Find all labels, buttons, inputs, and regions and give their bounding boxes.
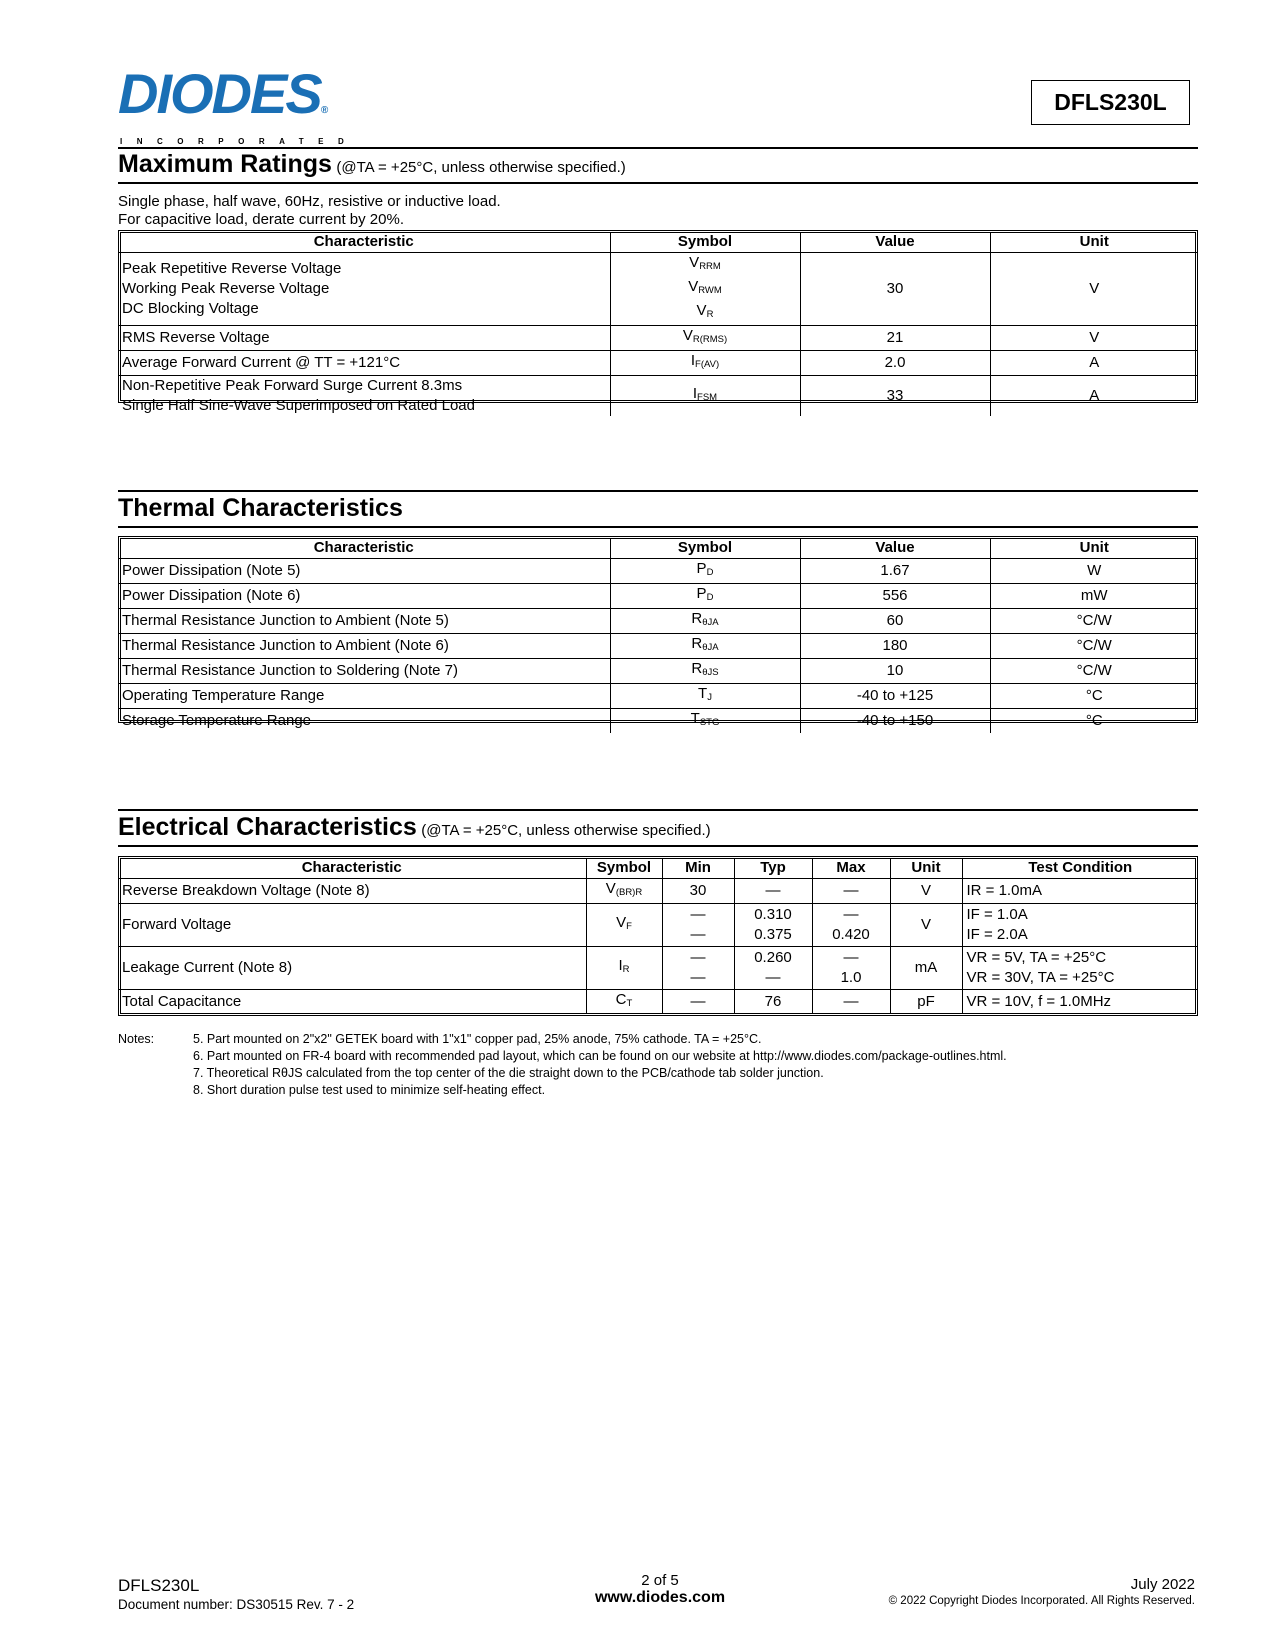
unit-cell: V	[1089, 329, 1100, 346]
col-header-symbol: Symbol	[610, 538, 800, 559]
typ-cell: 0.310 0.375	[734, 904, 812, 947]
characteristic-cell	[118, 376, 610, 417]
symbol: $V_R$	[696, 302, 714, 320]
table-header-row	[118, 232, 1198, 253]
col-header-characteristic: Characteristic	[118, 538, 610, 559]
characteristic-cell: Total Capacitance	[118, 990, 586, 1015]
col-header-max: Max	[812, 858, 890, 879]
characteristic-text: Working Peak Reverse Voltage	[122, 280, 330, 297]
value-cell: 2.0	[800, 351, 990, 376]
characteristic-cell: Thermal Resistance Junction to Ambient (Note 6)	[118, 634, 610, 659]
unit-cell: °C	[1085, 687, 1103, 704]
col-header-unit: Unit	[1079, 539, 1109, 556]
typ-cell: —	[734, 879, 812, 904]
value-cell: 556	[800, 584, 990, 609]
unit-cell: °C	[1085, 712, 1103, 729]
max-cell: — 1.0	[812, 947, 890, 990]
table-row	[118, 584, 1198, 609]
symbol-cell: $T_{STG}$	[610, 709, 800, 734]
characteristic-text: Single Half Sine-Wave Superimposed on Rated Load	[122, 397, 475, 414]
condition-cell: VR = 5V, TA = +25°C VR = 30V, TA = +25°C	[966, 949, 1115, 986]
unit-cell: °C/W	[1076, 662, 1112, 679]
notes-list	[193, 1031, 1203, 1099]
unit-cell: V	[890, 904, 962, 947]
min-cell: —	[662, 990, 734, 1015]
value-cell: -40 to +125	[800, 684, 990, 709]
table-header-row	[118, 858, 1198, 879]
table-row	[118, 634, 1198, 659]
symbol-cell: $R_{\theta JS}$	[610, 659, 800, 684]
value-cell: 1.67	[800, 559, 990, 584]
characteristic-text: Peak Repetitive Reverse Voltage	[122, 260, 342, 277]
characteristic-cell: RMS Reverse Voltage	[118, 326, 610, 351]
characteristic-cell: Thermal Resistance Junction to Ambient (Note 5)	[118, 609, 610, 634]
col-header-test-condition: Test Condition	[1028, 859, 1133, 876]
max-ratings-notes	[118, 193, 501, 229]
characteristic-cell: Thermal Resistance Junction to Soldering (Note 7)	[118, 659, 610, 684]
logo-registered: ®	[320, 105, 327, 116]
page-number: 2 of 5	[641, 1572, 679, 1589]
condition-cell: IF = 1.0A IF = 2.0A	[966, 906, 1028, 943]
symbol-cell: $C_T$	[586, 990, 662, 1015]
notes-label: Notes:	[118, 1032, 155, 1046]
section-rule	[118, 809, 1198, 811]
table-row	[118, 351, 1198, 376]
symbol-cell: $I_R$	[586, 947, 662, 990]
value-cell: 21	[800, 326, 990, 351]
note-item: 6. Part mounted on FR-4 board with recommended pad layout, which can be found on our website at http://www.diodes.com/package-outlines.html.	[193, 1049, 1007, 1063]
typ-cell: 0.260 —	[734, 947, 812, 990]
symbol-cell: $I_{FSM}$	[610, 376, 800, 417]
unit-cell: A	[1089, 387, 1100, 404]
col-header-unit: Unit	[1079, 233, 1109, 250]
electrical-subtitle: (@TA = +25°C, unless otherwise specified.)	[421, 822, 711, 839]
thermal-heading	[118, 494, 1198, 523]
max-ratings-table	[118, 232, 1198, 416]
footer-left	[118, 1576, 354, 1612]
table-row	[118, 990, 1198, 1015]
table-header-row	[118, 538, 1198, 559]
unit-cell: °C/W	[1076, 637, 1112, 654]
website-link[interactable]: www.diodes.com	[594, 1589, 726, 1606]
thermal-title: Thermal Characteristics	[118, 494, 403, 522]
condition-cell: IR = 1.0mA	[966, 882, 1042, 899]
characteristic-cell: Power Dissipation (Note 5)	[118, 559, 610, 584]
col-header-characteristic: Characteristic	[118, 858, 586, 879]
unit-cell: V	[890, 879, 962, 904]
symbol: $V_{RWM}$	[688, 278, 722, 296]
value-cell: 10	[800, 659, 990, 684]
footer-doc-number: Document number: DS30515 Rev. 7 - 2	[118, 1597, 355, 1612]
unit-cell: °C/W	[1076, 612, 1112, 629]
condition-cell: VR = 10V, f = 1.0MHz	[966, 993, 1112, 1010]
value-cell: 180	[800, 634, 990, 659]
part-number-box: DFLS230L	[1031, 80, 1190, 125]
table-row	[118, 947, 1198, 990]
table-row	[118, 253, 1198, 326]
symbol-cell: $I_{F(AV)}$	[610, 351, 800, 376]
unit-cell: W	[1087, 562, 1102, 579]
characteristic-cell: Storage Temperature Range	[118, 709, 610, 734]
col-header-symbol: Symbol	[610, 232, 800, 253]
note-item: 7. Theoretical RθJS calculated from the top center of the die straight down to the PCB/cathode tab solder junction.	[193, 1066, 824, 1080]
symbol-cell	[610, 253, 800, 326]
table-row	[118, 659, 1198, 684]
section-rule	[118, 182, 1198, 184]
footer-center	[560, 1572, 760, 1607]
max-cell: — 0.420	[812, 904, 890, 947]
table-row	[118, 709, 1198, 734]
unit-cell: A	[1089, 354, 1100, 371]
characteristic-cell: Forward Voltage	[118, 904, 586, 947]
col-header-symbol: Symbol	[586, 858, 662, 879]
characteristic-cell	[118, 253, 610, 326]
section-rule	[118, 147, 1198, 149]
electrical-heading	[118, 813, 1198, 842]
characteristic-cell: Leakage Current (Note 8)	[118, 947, 586, 990]
load-note-2: For capacitive load, derate current by 20%.	[118, 211, 404, 228]
symbol-cell: $R_{\theta JA}$	[610, 634, 800, 659]
section-rule	[118, 526, 1198, 528]
col-header-value: Value	[800, 538, 990, 559]
section-rule	[118, 490, 1198, 492]
company-logo	[118, 62, 359, 146]
footer-right	[889, 1576, 1195, 1607]
col-header-unit: Unit	[890, 858, 962, 879]
thermal-table	[118, 538, 1198, 733]
table-row	[118, 684, 1198, 709]
electrical-table	[118, 858, 1198, 1014]
unit-cell: mW	[1080, 587, 1108, 604]
symbol-cell: $V_{R(RMS)}$	[610, 326, 800, 351]
table-row	[118, 904, 1198, 947]
load-note-1: Single phase, half wave, 60Hz, resistive or inductive load.	[118, 193, 501, 210]
section-rule	[118, 845, 1198, 847]
unit-cell: V	[1089, 280, 1100, 297]
typ-cell: 76	[734, 990, 812, 1015]
min-cell: — —	[662, 904, 734, 947]
table-row	[118, 376, 1198, 417]
table-row	[118, 609, 1198, 634]
note-item: 8. Short duration pulse test used to minimize self-heating effect.	[193, 1083, 546, 1097]
min-cell: 30	[662, 879, 734, 904]
max-ratings-title: Maximum Ratings	[118, 150, 332, 178]
max-cell: —	[812, 879, 890, 904]
symbol: $V_{RRM}$	[689, 254, 721, 272]
footer-part-number: DFLS230L	[118, 1576, 200, 1595]
max-ratings-heading	[118, 150, 1198, 179]
table-row	[118, 559, 1198, 584]
characteristic-text: DC Blocking Voltage	[122, 300, 259, 317]
max-cell: —	[812, 990, 890, 1015]
characteristic-cell: Power Dissipation (Note 6)	[118, 584, 610, 609]
unit-cell: mA	[890, 947, 962, 990]
characteristic-cell: Reverse Breakdown Voltage (Note 8)	[118, 879, 586, 904]
footer-date: July 2022	[1130, 1576, 1195, 1593]
value-cell: 33	[800, 376, 990, 417]
col-header-typ: Typ	[734, 858, 812, 879]
col-header-value: Value	[800, 232, 990, 253]
logo-subtext: INCORPORATED	[120, 137, 359, 146]
symbol-cell: $P_D$	[610, 559, 800, 584]
notes-block	[118, 1031, 1203, 1099]
value-cell: 60	[800, 609, 990, 634]
col-header-min: Min	[662, 858, 734, 879]
value-cell: -40 to +150	[800, 709, 990, 734]
table-row	[118, 326, 1198, 351]
symbol-cell: $R_{\theta JA}$	[610, 609, 800, 634]
max-ratings-subtitle: (@TA = +25°C, unless otherwise specified.)	[336, 159, 626, 176]
min-cell: — —	[662, 947, 734, 990]
symbol-cell: $P_D$	[610, 584, 800, 609]
characteristic-text: Non-Repetitive Peak Forward Surge Current 8.3ms	[122, 377, 463, 394]
footer-copyright: © 2022 Copyright Diodes Incorporated. All Rights Reserved.	[888, 1595, 1195, 1607]
characteristic-cell: Operating Temperature Range	[118, 684, 610, 709]
note-item: 5. Part mounted on 2"x2" GETEK board with 1"x1" copper pad, 25% anode, 75% cathode. TA = +25°C.	[193, 1032, 762, 1046]
unit-cell: pF	[890, 990, 962, 1015]
symbol-cell: $V_F$	[586, 904, 662, 947]
table-row	[118, 879, 1198, 904]
electrical-title: Electrical Characteristics	[118, 813, 417, 841]
characteristic-cell: Average Forward Current @ TT = +121°C	[118, 351, 610, 376]
symbol-cell: $T_J$	[610, 684, 800, 709]
value-cell: 30	[800, 253, 990, 326]
logo-text: DIODES	[118, 62, 321, 125]
symbol-cell: $V_{(BR)R}$	[586, 879, 662, 904]
col-header-characteristic: Characteristic	[118, 232, 610, 253]
